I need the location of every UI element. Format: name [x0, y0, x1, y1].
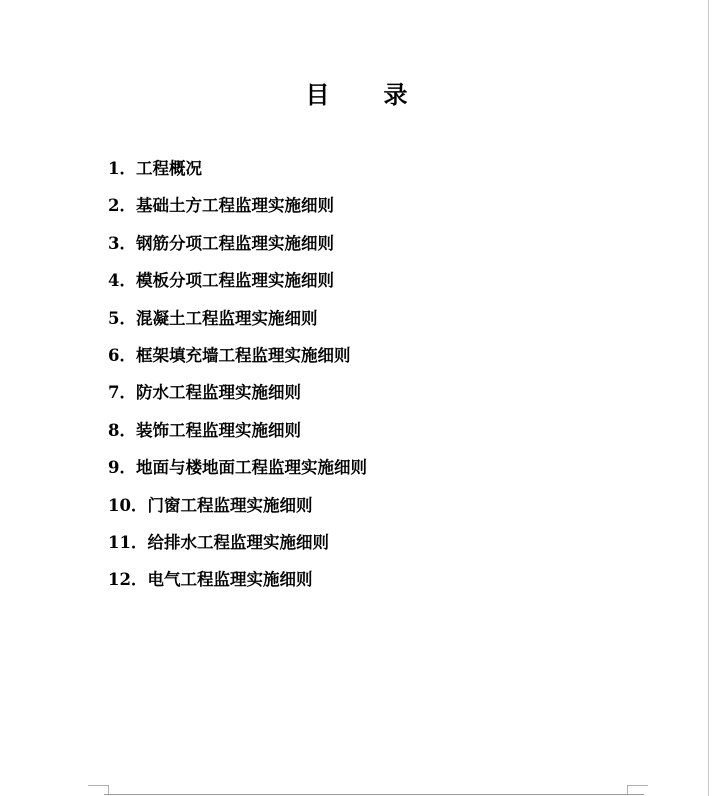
- margin-corner-mark-left: [88, 785, 109, 794]
- toc-item[interactable]: [108, 267, 367, 304]
- toc-item-separator: ．: [130, 532, 148, 552]
- toc-item-title: 工程概况: [135, 159, 202, 178]
- page-bottom-rule: [104, 794, 644, 795]
- margin-corner-mark-right: [627, 785, 648, 794]
- toc-item[interactable]: [108, 305, 367, 342]
- toc-item-separator: ．: [119, 159, 136, 178]
- title-char-1: 目: [305, 80, 330, 109]
- toc-item-separator: ．: [130, 495, 148, 515]
- toc-item-number: 11: [108, 532, 131, 552]
- toc-item-title: 给排水工程监理实施细则: [147, 532, 329, 552]
- page-title: [0, 78, 713, 112]
- toc-item-number: 6: [108, 345, 120, 365]
- toc-item-title: 混凝土工程监理实施细则: [135, 308, 318, 328]
- toc-item-number: 8: [108, 420, 120, 440]
- toc-item-number: 3: [108, 233, 120, 253]
- toc-item-number: 1: [108, 159, 120, 178]
- toc-item[interactable]: [108, 192, 367, 229]
- toc-item[interactable]: [108, 529, 367, 566]
- toc-item-separator: ．: [119, 420, 136, 440]
- toc-item-title: 模板分项工程监理实施细则: [135, 271, 334, 291]
- page-edge-line: [708, 0, 709, 796]
- toc-item[interactable]: [108, 230, 367, 267]
- toc-item-separator: ．: [119, 196, 136, 216]
- toc-item-number: 10: [108, 495, 131, 515]
- toc-item-title: 地面与楼地面工程监理实施细则: [135, 458, 367, 478]
- toc-item-number: 9: [108, 458, 120, 478]
- toc-item-number: 4: [108, 271, 120, 291]
- table-of-contents: [108, 155, 367, 604]
- toc-item-number: 2: [108, 196, 120, 216]
- toc-item-title: 钢筋分项工程监理实施细则: [135, 233, 334, 253]
- title-char-2: 录: [383, 80, 408, 109]
- toc-item-separator: ．: [119, 383, 136, 403]
- toc-item-separator: ．: [119, 233, 136, 253]
- toc-item-title: 框架填充墙工程监理实施细则: [135, 345, 351, 365]
- toc-item-number: 5: [108, 308, 120, 328]
- toc-item-number: 7: [108, 383, 120, 403]
- toc-item-separator: ．: [119, 458, 136, 478]
- toc-item[interactable]: [108, 342, 367, 379]
- toc-item-title: 装饰工程监理实施细则: [135, 420, 301, 440]
- toc-item-title: 门窗工程监理实施细则: [147, 495, 313, 515]
- toc-item[interactable]: [108, 417, 367, 454]
- toc-item[interactable]: [108, 454, 367, 491]
- toc-item-separator: ．: [119, 308, 136, 328]
- toc-item-separator: ．: [130, 570, 148, 590]
- toc-item[interactable]: [108, 155, 367, 192]
- toc-item[interactable]: [108, 492, 367, 529]
- toc-item[interactable]: [108, 379, 367, 416]
- toc-item-separator: ．: [119, 345, 136, 365]
- toc-item-number: 12: [108, 570, 131, 590]
- toc-item-separator: ．: [119, 271, 136, 291]
- toc-item-title: 防水工程监理实施细则: [135, 383, 301, 403]
- toc-item-title: 基础土方工程监理实施细则: [135, 196, 334, 216]
- toc-item-title: 电气工程监理实施细则: [147, 570, 313, 590]
- toc-item[interactable]: [108, 566, 367, 603]
